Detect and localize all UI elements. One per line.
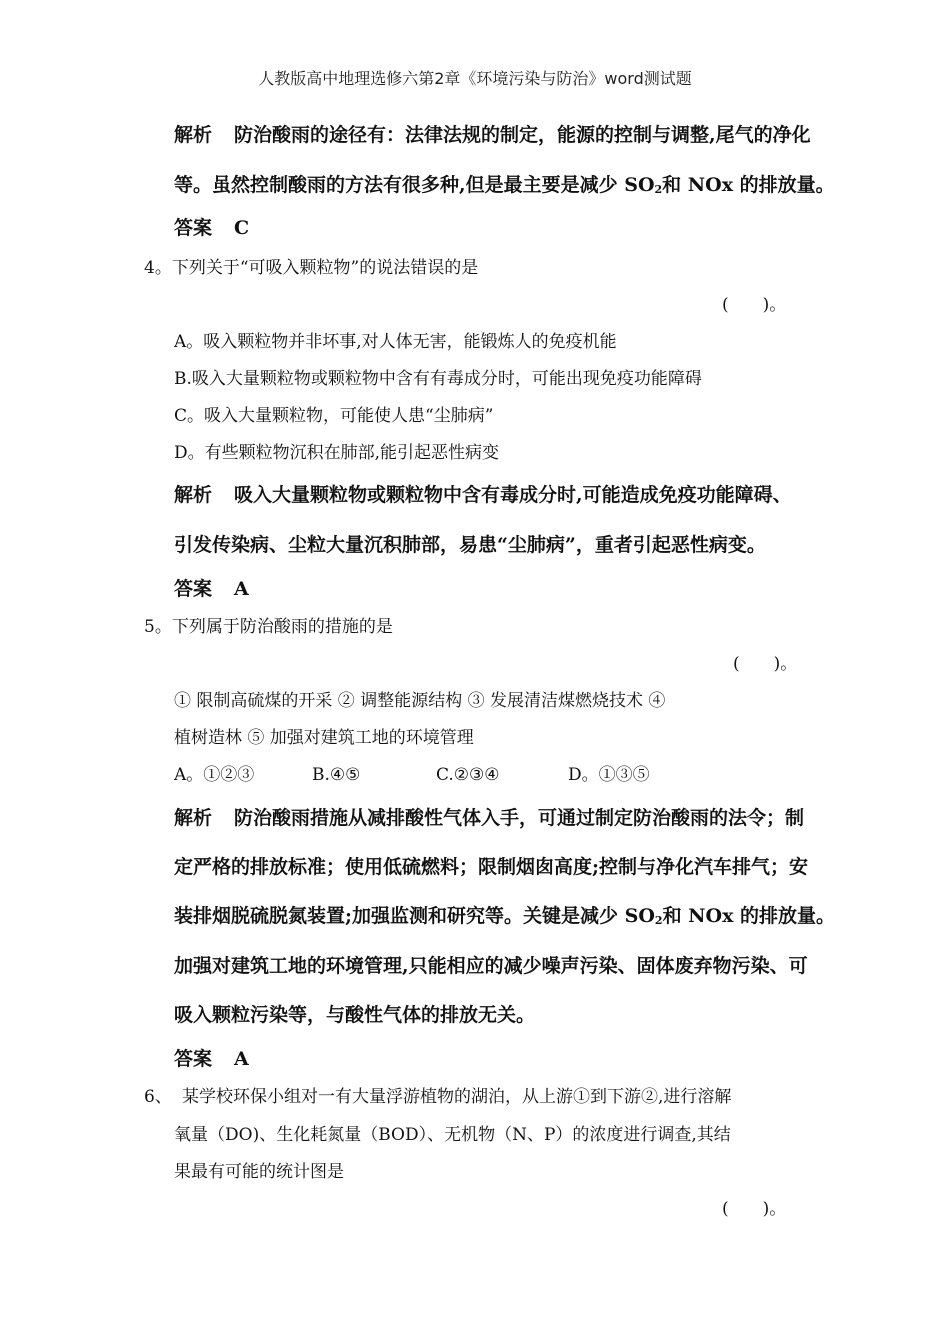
q3-answer [174,213,249,240]
q5-items-line1: ① 限制高硫煤的开采 ② 调整能源结构 ③ 发展清洁煤燃烧技术 ④ [174,691,666,711]
q4-answer-value: A [234,578,249,600]
q4-analysis-label: 解析 [174,484,213,506]
q5-options [174,760,650,785]
q5-analysis-text3a: 装排烟脱硫脱氮装置;加强监测和研究等。关键是减少 SO [174,905,655,927]
q3-analysis-text1: 防治酸雨的途径有：法律法规的制定，能源的控制与调整,尾气的净化 [234,124,811,146]
q5-analysis-line2: 定严格的排放标准；使用低硫燃料；限制烟囱高度;控制与净化汽车排气；安 [174,856,809,878]
q5-answer-paren: ( )。 [733,654,798,674]
q4-answer-label: 答案 [174,578,213,600]
q3-analysis-text2b: 和 NOx 的排放量。 [662,174,835,196]
q5-analysis-text1: 防治酸雨措施从减排酸性气体入手，可通过制定防治酸雨的法令；制 [234,807,805,829]
q5-option-c: C.②③④ [436,765,500,785]
q5-answer-label: 答案 [174,1048,213,1070]
q5-analysis-line1 [174,803,804,830]
q5-items-line2: 植树造林 ⑤ 加强对建筑工地的环境管理 [174,728,474,748]
q4-answer [174,574,249,601]
q5-analysis-label: 解析 [174,807,213,829]
q6-stem-line3: 果最有可能的统计图是 [174,1162,344,1182]
q4-analysis-line1 [174,480,792,507]
q4-option-a: A。吸入颗粒物并非坏事,对人体无害，能锻炼人的免疫机能 [174,332,617,352]
page-header: 人教版高中地理选修六第2章《环境污染与防治》word测试题 [258,69,692,88]
q5-answer [174,1044,249,1071]
q5-option-d: D。①③⑤ [568,765,650,785]
q6-stem-line1 [144,1082,731,1107]
q6-number: 6、 [144,1087,172,1107]
q3-answer-label: 答案 [174,217,213,239]
so2-subscript: 2 [654,914,663,927]
q3-analysis-label: 解析 [174,124,213,146]
q5-analysis-text3b: 和 NOx 的排放量。 [662,905,836,927]
q4-analysis-line2: 引发传染病、尘粒大量沉积肺部，易患“尘肺病”，重者引起恶性病变。 [174,534,766,556]
q5-analysis-line4: 加强对建筑工地的环境管理,只能相应的减少噪声污染、固体废弃物污染、可 [174,955,808,977]
q5-answer-value: A [234,1048,249,1070]
q5-stem: 5。下列属于防治酸雨的措施的是 [144,617,393,637]
q3-analysis-line2 [174,170,835,197]
q5-analysis-line3 [174,901,835,928]
q6-stem-text1: 某学校环保小组对一有大量浮游植物的湖泊，从上游①到下游②,进行溶解 [182,1087,732,1107]
q3-answer-value: C [234,217,250,239]
q4-option-c: C。吸入大量颗粒物，可能使人患“尘肺病” [174,406,494,426]
q4-stem: 4。下列关于“可吸入颗粒物”的说法错误的是 [144,258,479,278]
q3-analysis-line1 [174,120,811,147]
q5-option-a: A。①②③ [174,765,255,785]
q5-option-b: B.④⑤ [312,765,361,785]
q5-analysis-line5: 吸入颗粒污染等，与酸性气体的排放无关。 [174,1004,536,1026]
q4-option-b: B.吸入大量颗粒物或颗粒物中含有有毒成分时，可能出现免疫功能障碍 [174,369,702,389]
so2-subscript: 2 [654,183,663,196]
q6-answer-paren: ( )。 [722,1199,787,1219]
q4-answer-paren: ( )。 [722,295,787,315]
q6-stem-line2: 氧量（DO)、生化耗氮量（BOD）、无机物（N、P）的浓度进行调查,其结 [174,1125,731,1145]
q4-option-d: D。有些颗粒物沉积在肺部,能引起恶性病变 [174,443,500,463]
q4-analysis-text1: 吸入大量颗粒物或颗粒物中含有毒成分时,可能造成免疫功能障碍、 [234,484,792,506]
q3-analysis-text2a: 等。虽然控制酸雨的方法有很多种,但是最主要是减少 SO [174,174,655,196]
